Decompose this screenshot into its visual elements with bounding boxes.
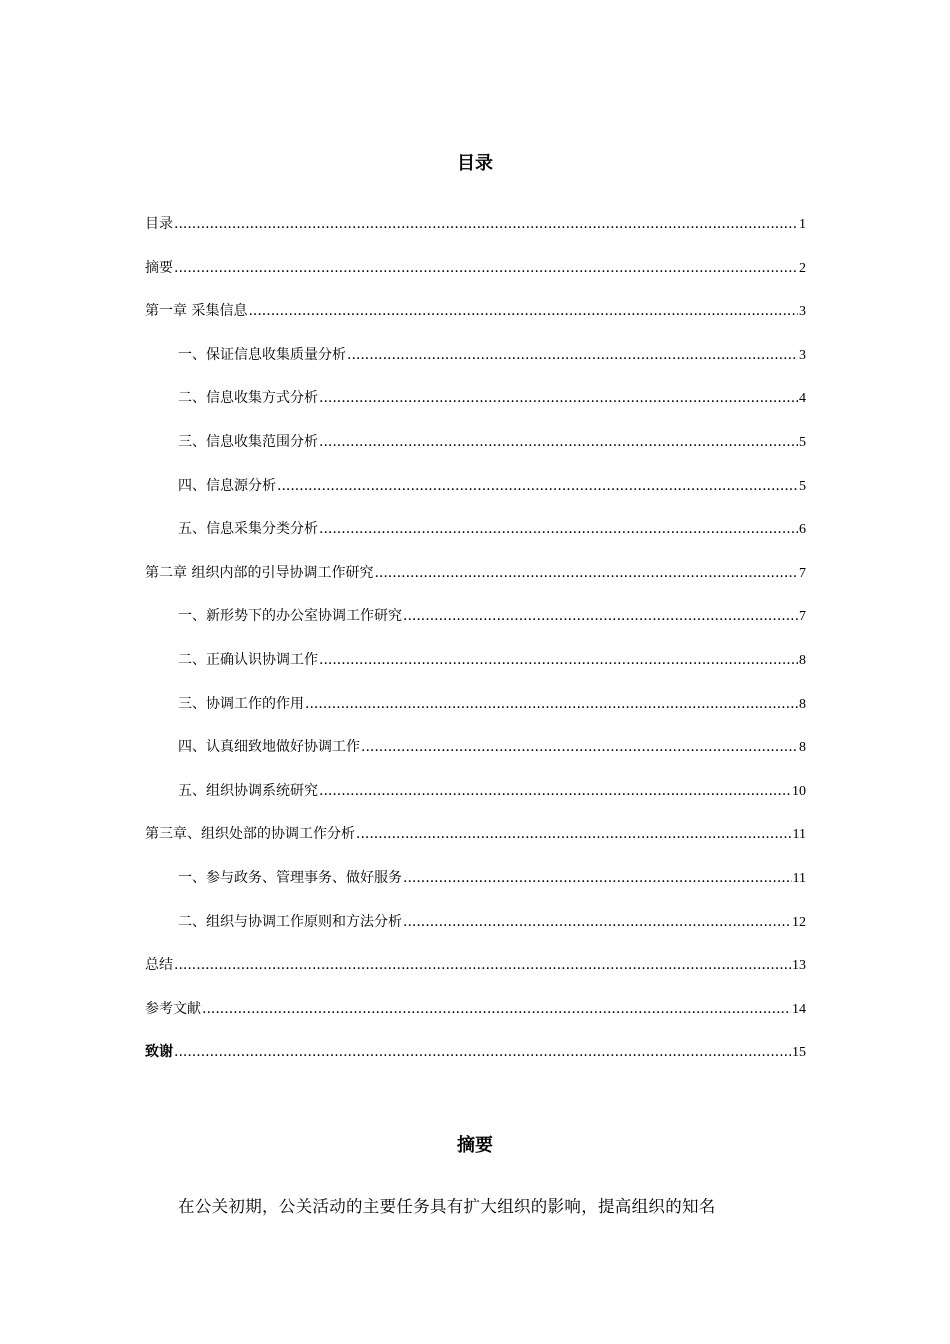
toc-entry-label: 第三章、组织处部的协调工作分析 <box>145 826 355 843</box>
toc-entry-page-number: 11 <box>792 827 806 843</box>
toc-entry[interactable] <box>145 777 806 821</box>
toc-entry-page-number: 14 <box>792 1001 806 1017</box>
toc-entry-page-number: 12 <box>792 914 806 930</box>
toc-dot-leader <box>403 602 798 630</box>
toc-title: 目录 <box>457 153 493 174</box>
toc-entry-label: 第一章 采集信息 <box>145 303 248 320</box>
toc-entry-label: 摘要 <box>145 259 173 276</box>
toc-dot-leader <box>174 254 798 282</box>
toc-dot-leader <box>361 733 798 761</box>
toc-entry-label: 一、新形势下的办公室协调工作研究 <box>178 608 402 625</box>
toc-entry-label: 二、信息收集方式分析 <box>178 390 318 407</box>
toc-entry-page-number: 7 <box>799 609 806 625</box>
toc-dot-leader <box>305 690 798 718</box>
toc-entry-label: 五、组织协调系统研究 <box>178 782 318 799</box>
toc-dot-leader <box>319 777 791 805</box>
toc-entry[interactable] <box>145 384 806 428</box>
toc-entry-page-number: 6 <box>799 522 806 538</box>
toc-entry-page-number: 2 <box>799 260 806 276</box>
toc-entry-label: 二、组织与协调工作原则和方法分析 <box>178 913 402 930</box>
toc-entry-page-number: 3 <box>799 304 806 320</box>
toc-entry-label: 目录 <box>145 216 173 232</box>
toc-entry-label: 三、信息收集范围分析 <box>178 433 318 450</box>
toc-dot-leader <box>174 951 791 979</box>
toc-entry-label: 总结 <box>145 957 173 974</box>
toc-entry[interactable] <box>145 602 806 646</box>
toc-entry[interactable] <box>145 341 806 385</box>
toc-entry-page-number: 5 <box>799 434 806 450</box>
toc-dot-leader <box>374 559 798 587</box>
toc-entry-label: 四、认真细致地做好协调工作 <box>178 739 360 756</box>
toc-entry[interactable] <box>145 951 806 995</box>
toc-dot-leader <box>202 995 791 1023</box>
toc-entry[interactable] <box>145 254 806 298</box>
toc-entry-page-number: 8 <box>799 740 806 756</box>
toc-entry[interactable] <box>145 646 806 690</box>
toc-dot-leader <box>319 384 798 412</box>
toc-dot-leader <box>277 472 798 500</box>
toc-entry-label: 三、协调工作的作用 <box>178 695 304 712</box>
toc-dot-leader <box>319 428 798 456</box>
toc-dot-leader <box>347 341 798 369</box>
toc-dot-leader <box>319 515 798 543</box>
toc-entry-page-number: 15 <box>792 1045 806 1061</box>
toc-entry-page-number: 13 <box>792 958 806 974</box>
toc-entry[interactable] <box>145 908 806 952</box>
toc-dot-leader <box>403 908 791 936</box>
toc-entry-page-number: 5 <box>799 478 806 494</box>
toc-entry-page-number: 7 <box>799 565 806 581</box>
abstract-title: 摘要 <box>457 1135 493 1156</box>
toc-dot-leader <box>356 820 792 848</box>
toc-entry[interactable] <box>145 820 806 864</box>
toc-entry-label: 一、保证信息收集质量分析 <box>178 346 346 363</box>
toc-entry-label: 致谢 <box>145 1044 173 1061</box>
toc-entry[interactable] <box>145 297 806 341</box>
toc-entry[interactable] <box>145 559 806 603</box>
toc-dot-leader <box>319 646 798 674</box>
toc-entry-page-number: 8 <box>799 652 806 668</box>
toc-entry[interactable] <box>145 428 806 472</box>
toc-entry-page-number: 4 <box>799 391 806 407</box>
toc-entry[interactable] <box>145 690 806 734</box>
toc-entry[interactable] <box>145 733 806 777</box>
toc-entry[interactable] <box>145 1038 806 1082</box>
toc-dot-leader <box>403 864 792 892</box>
toc-entry[interactable] <box>145 995 806 1039</box>
abstract-paragraph: 在公关初期，公关活动的主要任务具有扩大组织的影响，提高组织的知名 <box>178 1197 716 1216</box>
toc-entry[interactable] <box>145 210 806 254</box>
toc-entry-label: 二、正确认识协调工作 <box>178 651 318 668</box>
toc-entry-label: 四、信息源分析 <box>178 477 276 494</box>
toc-entry[interactable] <box>145 472 806 516</box>
toc-entry-page-number: 3 <box>799 347 806 363</box>
toc-entry-page-number: 11 <box>792 870 806 886</box>
toc-entry-page-number: 10 <box>792 783 806 799</box>
toc-entry-label: 五、信息采集分类分析 <box>178 521 318 538</box>
toc-dot-leader <box>248 297 798 325</box>
toc-dot-leader <box>174 1038 791 1066</box>
toc-entry-page-number: 8 <box>799 696 806 712</box>
toc-dot-leader <box>174 210 798 238</box>
toc-entry-label: 一、参与政务、管理事务、做好服务 <box>178 869 402 886</box>
toc-entry[interactable] <box>145 515 806 559</box>
toc-entry-label: 第二章 组织内部的引导协调工作研究 <box>145 564 374 581</box>
toc-entry-label: 参考文献 <box>145 1000 201 1017</box>
toc-entry[interactable] <box>145 864 806 908</box>
toc-entry-page-number: 1 <box>799 217 806 232</box>
table-of-contents <box>145 210 806 1082</box>
